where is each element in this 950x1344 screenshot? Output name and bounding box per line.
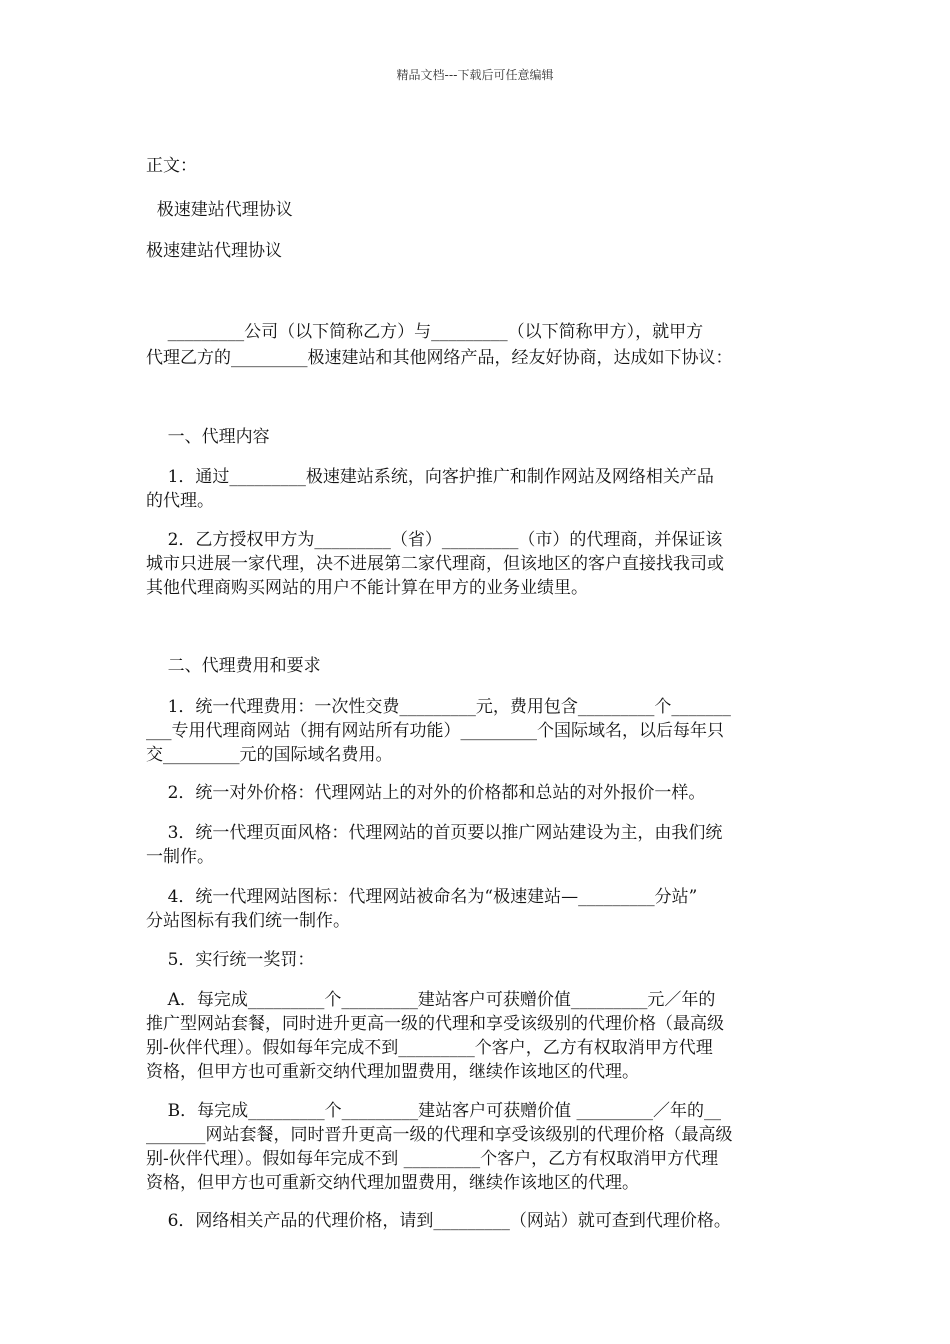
text-line: _________公司（以下简称乙方）与_________（以下简称甲方），就甲方 bbox=[146, 322, 704, 342]
text-line: 的代理。 bbox=[146, 491, 214, 511]
text-line: B．每完成_________个_________建站客户可获赠价值 _________／年的__ bbox=[146, 1101, 722, 1121]
text-line: 城市只进展一家代理，决不进展第二家代理商，但该地区的客户直接找我司或 bbox=[146, 554, 724, 574]
text-line: _______网站套餐，同时晋升更高一级的代理和享受该级别的代理价格（最高级 bbox=[146, 1125, 733, 1145]
text-line: 代理乙方的_________极速建站和其他网络产品，经友好协商，达成如下协议： bbox=[146, 348, 733, 368]
text-line: 5．实行统一奖罚： bbox=[146, 950, 315, 970]
text-line: ___专用代理商网站（拥有网站所有功能）_________个国际域名，以后每年只 bbox=[146, 721, 724, 741]
text-line: 交_________元的国际域名费用。 bbox=[146, 745, 393, 765]
text-line: 资格，但甲方也可重新交纳代理加盟费用，继续作该地区的代理。 bbox=[146, 1062, 639, 1082]
text-line: 1．通过_________极速建站系统，向客护推广和制作网站及网络相关产品 bbox=[146, 467, 714, 487]
text-line: 一、代理内容 bbox=[146, 427, 270, 447]
text-line: 别-伙伴代理）。假如每年完成不到 _________个客户，乙方有权取消甲方代理 bbox=[146, 1149, 719, 1169]
text-line: 一制作。 bbox=[146, 847, 214, 867]
text-line: 3．统一代理页面风格：代理网站的首页要以推广网站建设为主，由我们统 bbox=[146, 823, 723, 843]
text-line: 4．统一代理网站图标：代理网站被命名为“极速建站—_________分站” bbox=[146, 887, 698, 907]
text-line: 正文： bbox=[146, 156, 197, 176]
text-line: 推广型网站套餐，同时进升更高一级的代理和享受该级别的代理价格（最高级 bbox=[146, 1014, 724, 1034]
text-line: 其他代理商购买网站的用户不能计算在甲方的业务业绩里。 bbox=[146, 578, 588, 598]
text-line: 极速建站代理协议 bbox=[146, 200, 293, 220]
text-line: 2．乙方授权甲方为_________（省）_________（市）的代理商，并保证该 bbox=[146, 530, 723, 550]
text-line: 6．网络相关产品的代理价格，请到_________（网站）就可查到代理价格。 bbox=[146, 1211, 731, 1231]
text-line: 别-伙伴代理）。假如每年完成不到_________个客户，乙方有权取消甲方代理 bbox=[146, 1038, 713, 1058]
text-line: 2．统一对外价格：代理网站上的对外的价格都和总站的对外报价一样。 bbox=[146, 783, 706, 803]
text-line: 分站图标有我们统一制作。 bbox=[146, 911, 350, 931]
text-line: 1．统一代理费用：一次性交费_________元，费用包含_________个_______ bbox=[146, 697, 731, 717]
text-line: A．每完成_________个_________建站客户可获赠价值_________元／年的 bbox=[146, 990, 716, 1010]
text-line: 资格，但甲方也可重新交纳代理加盟费用，继续作该地区的代理。 bbox=[146, 1173, 639, 1193]
page-header: 精品文档---下载后可任意编辑 bbox=[396, 68, 554, 82]
text-line: 极速建站代理协议 bbox=[146, 241, 282, 261]
text-line: 二、代理费用和要求 bbox=[146, 656, 321, 676]
